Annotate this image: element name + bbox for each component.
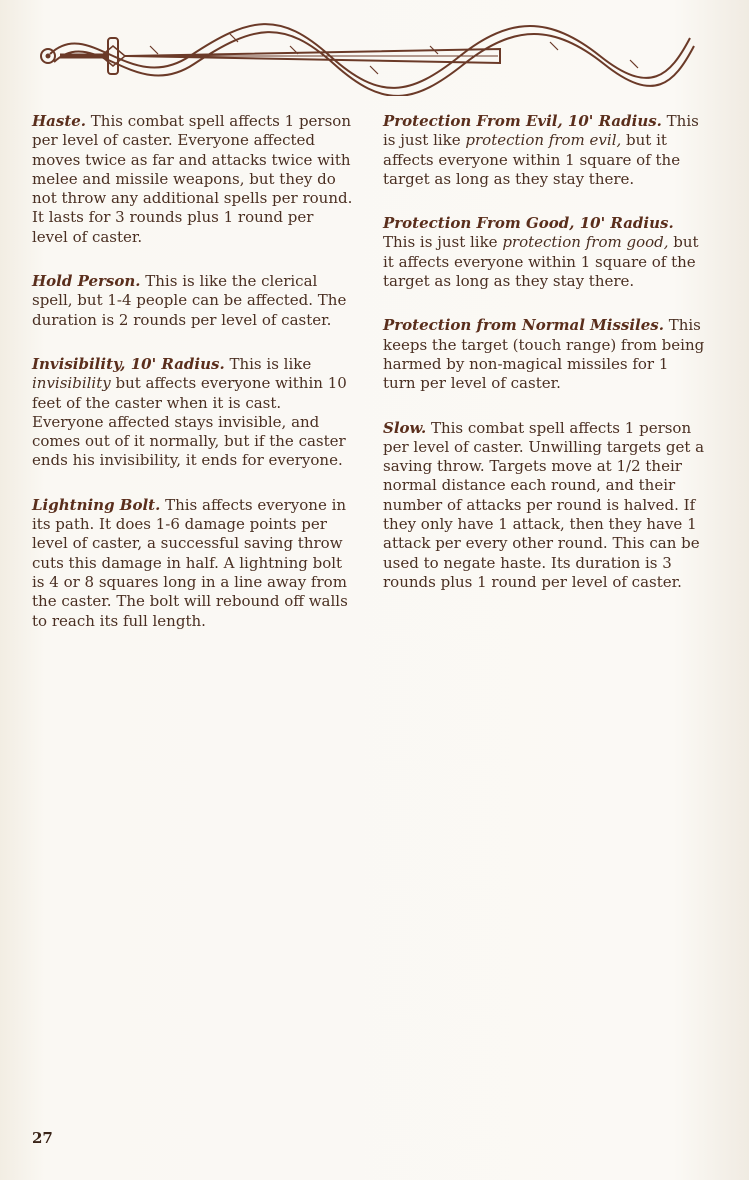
spell-description: This combat spell affects 1 person per level of caster. Everyone affected moves twice as far and attacks twice with melee and missile weapons, but they do not throw any additional spells per round. It lasts for 3 rounds plus 1 round per level of caster. <box>32 112 353 246</box>
spell-title: Protection from Normal Missiles. <box>383 316 664 335</box>
spell-description: but affects everyone within 10 feet of the caster when it is cast. Everyone affected stays invisible, and comes out of it normally, but if the caster ends his invisibility, it ends for everyone. <box>32 374 347 470</box>
spell-description: This affects everyone in its path. It does 1-6 damage points per level of caster, a successful saving throw cuts this damage in half. A lightning bolt is 4 or 8 squares long in a line away from the caster. The bolt will rebound off walls to reach its full length. <box>32 495 348 630</box>
spell-description: This is like the clerical spell, but 1-4 people can be affected. The duration is 2 rounds per level of caster. <box>32 272 347 329</box>
spell-entry-protection-from-good-10-radius <box>383 214 705 291</box>
spell-entry-protection-from-evil-10-radius <box>383 112 705 189</box>
spell-entry-invisibility-10-radius <box>32 355 354 471</box>
spell-description: This keeps the target (touch range) from being harmed by non-magical missiles for 1 turn per level of caster. <box>383 316 705 393</box>
page-number: 27 <box>32 1129 53 1147</box>
spell-title: Invisibility, 10' Radius. <box>32 354 225 373</box>
spell-description: This is like <box>224 354 312 373</box>
right-column <box>383 112 705 617</box>
spell-title: Protection From Good, 10' Radius. <box>383 214 674 233</box>
spell-title: Hold Person. <box>32 272 141 291</box>
spell-entry-protection-from-normal-missiles <box>383 316 705 393</box>
spell-description: but it affects everyone within 1 square of the target as long as they stay there. <box>383 233 699 291</box>
spell-title: Haste. <box>32 112 87 130</box>
spell-title: Lightning Bolt. <box>32 495 161 514</box>
spell-title: Protection From Evil, 10' Radius. <box>383 112 662 130</box>
spell-entry-hold-person <box>32 272 354 330</box>
sword-ribbon-ornament-icon <box>30 16 710 96</box>
spell-description: This combat spell affects 1 person per level of caster. Unwilling targets get a saving throw. Targets move at 1/2 their normal distance each round, and their number of attacks per round is halved. If they only have 1 attack, then they have 1 attack per every other round. This can be used to negate haste. Its duration is 3 rounds plus 1 round per level of caster. <box>383 418 705 591</box>
left-column <box>32 112 354 656</box>
spell-description: This is just like <box>383 233 503 252</box>
spell-reference: protection from good, <box>502 233 669 252</box>
spell-entry-slow <box>383 419 705 593</box>
spell-reference: protection from evil, <box>465 131 622 150</box>
spell-title: Slow. <box>383 418 427 437</box>
spell-reference: invisibility <box>32 374 111 393</box>
spell-entry-haste <box>32 112 354 247</box>
spell-description: This is just like <box>383 112 699 150</box>
spell-entry-lightning-bolt <box>32 496 354 631</box>
spell-description: but it affects everyone within 1 square of the target as long as they stay there. <box>383 131 681 188</box>
